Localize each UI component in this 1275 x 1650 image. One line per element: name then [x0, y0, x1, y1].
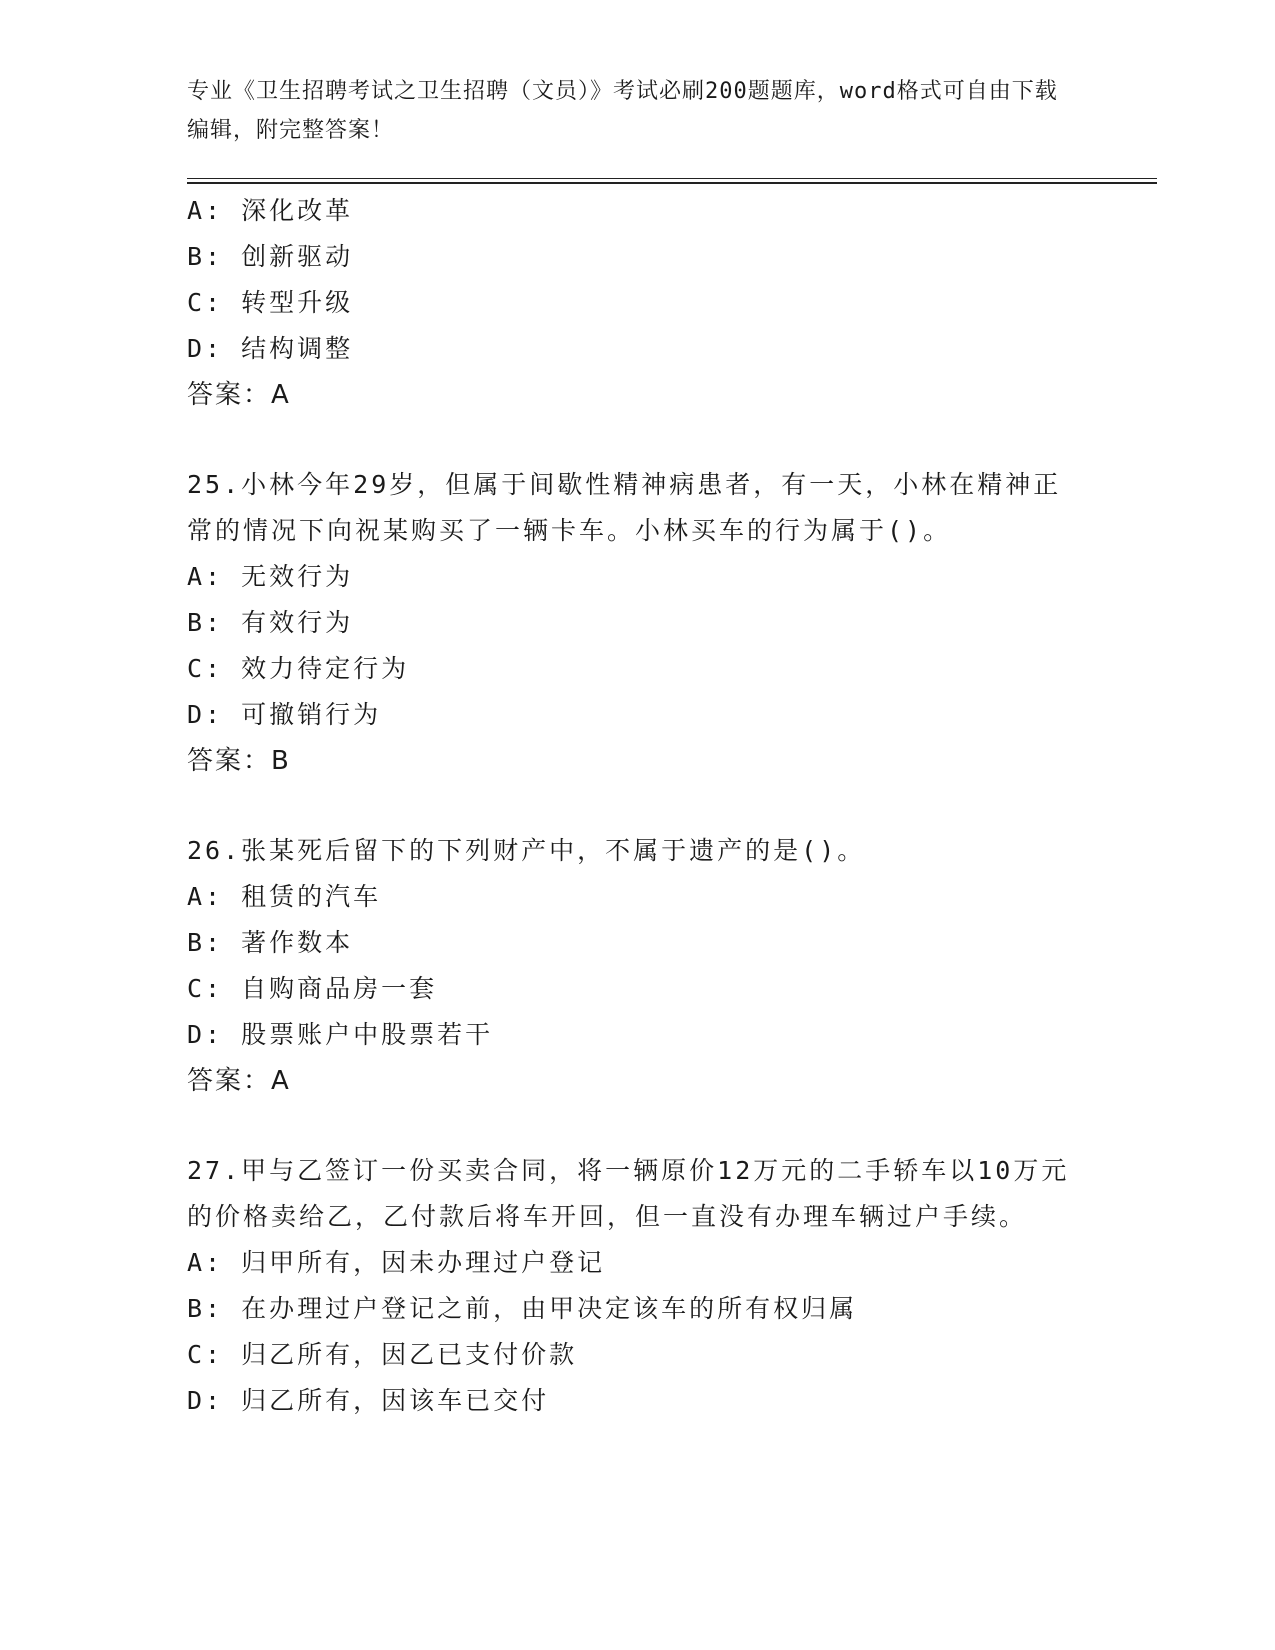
- document-intro: 专业《卫生招聘考试之卫生招聘（文员）》考试必刷200题题库，word格式可自由下载编辑，附完整答案！: [187, 79, 1058, 143]
- question-27: [187, 1148, 1087, 1424]
- question-spacer: [187, 784, 1087, 828]
- option-d: D: 股票账户中股票若干: [187, 1020, 494, 1049]
- option-b: B: 有效行为: [187, 608, 354, 637]
- option-d: D: 结构调整: [187, 334, 354, 363]
- option-d: D: 可撤销行为: [187, 700, 382, 729]
- option-c: C: 转型升级: [187, 288, 354, 317]
- header-divider-thin: [187, 178, 1157, 179]
- option-d: D: 归乙所有，因该车已交付: [187, 1386, 550, 1415]
- option-a: A: 无效行为: [187, 562, 354, 591]
- question-stem: 25.小林今年29岁，但属于间歇性精神病患者，有一天，小林在精神正常的情况下向祝某购买了一辆卡车。小林买车的行为属于()。: [187, 470, 1062, 545]
- option-a: A: 深化改革: [187, 196, 354, 225]
- option-b: B: 创新驱动: [187, 242, 354, 271]
- option-a: A: 租赁的汽车: [187, 882, 382, 911]
- header-divider-thick: [187, 182, 1157, 184]
- question-stem: 26.张某死后留下的下列财产中，不属于遗产的是()。: [187, 836, 866, 865]
- option-c: C: 归乙所有，因乙已支付价款: [187, 1340, 578, 1369]
- question-stem: 27.甲与乙签订一份买卖合同，将一辆原价12万元的二手轿车以10万元的价格卖给乙，乙付款后将车开回，但一直没有办理车辆过户手续。: [187, 1156, 1070, 1231]
- answer-line: 答案：A: [187, 1066, 291, 1096]
- option-a: A: 归甲所有，因未办理过户登记: [187, 1248, 606, 1277]
- option-c: C: 自购商品房一套: [187, 974, 438, 1003]
- question-25: [187, 462, 1087, 784]
- question-26: [187, 828, 1087, 1104]
- question-list: [187, 188, 1087, 1424]
- answer-line: 答案：A: [187, 380, 291, 410]
- question-spacer: [187, 418, 1087, 462]
- option-b: B: 著作数本: [187, 928, 354, 957]
- option-b: B: 在办理过户登记之前，由甲决定该车的所有权归属: [187, 1294, 858, 1323]
- question-spacer: [187, 1104, 1087, 1148]
- option-c: C: 效力待定行为: [187, 654, 410, 683]
- question-24-continued: [187, 188, 1087, 418]
- answer-line: 答案：B: [187, 746, 291, 776]
